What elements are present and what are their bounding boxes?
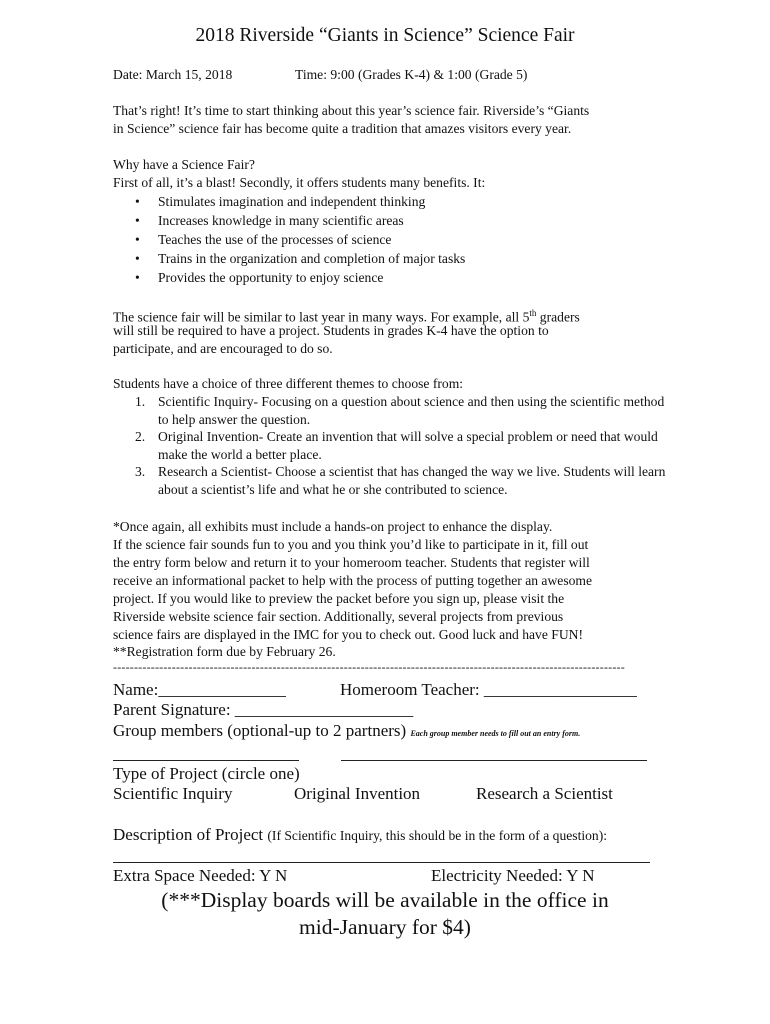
date-time-row [113,66,528,84]
cut-line: -------------------------------------------------------------------------------------------------------------------------- [113,660,625,674]
description-line[interactable] [113,862,650,863]
parent-signature-field[interactable]: Parent Signature: _____________________ [113,700,414,719]
list-item: • Trains in the organization and completion of major tasks [135,251,466,266]
similar-line-3: participate, and are encouraged to do so. [113,341,333,356]
name-field[interactable]: Name:_______________ [113,680,286,699]
option-research-scientist[interactable]: Research a Scientist [476,784,613,803]
electricity-needed[interactable]: Electricity Needed: Y N [431,866,595,885]
group-member-1-line[interactable] [113,760,299,761]
homeroom-teacher-field[interactable]: Homeroom Teacher: __________________ [340,680,637,699]
group-member-2-line[interactable] [341,760,647,761]
page-title: 2018 Riverside “Giants in Science” Science Fair [195,25,575,46]
list-item: • Stimulates imagination and independent thinking [135,194,426,209]
registration-deadline: **Registration form due by February 26. [113,644,336,659]
closing-line: the entry form below and return it to your homeroom teacher. Students that register will [113,555,590,570]
bullet-icon: • [135,232,140,247]
closing-line: *Once again, all exhibits must include a hands-on project to enhance the display. [113,519,553,534]
similar-line-2: will still be required to have a project. Students in grades K-4 have the option to [113,323,549,338]
bullet-icon: • [135,194,140,209]
display-boards-note-line-1: (***Display boards will be available in the office in [161,888,609,912]
list-item: 2. Original Invention- Create an invention that will solve a special problem or need that would make the world a better place. [135,429,658,462]
list-item: • Teaches the use of the processes of science [135,232,392,247]
event-date: Date: March 15, 2018 [113,67,233,82]
bullet-icon: • [135,213,140,228]
closing-line: receive an informational packet to help with the process of putting together an awesome [113,573,593,588]
intro-line-2: in Science” science fair has become quite a tradition that amazes visitors every year. [113,121,572,136]
group-members-note: Each group member needs to fill out an entry form. [410,729,581,738]
description-label: Description of Project [113,825,264,844]
intro-line-1: That’s right! It’s time to start thinking about this year’s science fair. Riverside’s “Giants [113,103,590,118]
extra-space-needed[interactable]: Extra Space Needed: Y N [113,866,288,885]
why-heading: Why have a Science Fair? [113,157,255,172]
closing-line: Riverside website science fair section. Additionally, several projects from previous [113,609,564,624]
closing-line: science fairs are displayed in the IMC for you to check out. Good luck and have FUN! [113,627,583,642]
option-scientific-inquiry[interactable]: Scientific Inquiry [113,784,233,803]
list-item: • Provides the opportunity to enjoy science [135,270,384,285]
why-lead: First of all, it’s a blast! Secondly, it offers students many benefits. It: [113,175,486,190]
themes-list [113,393,678,498]
closing-line: If the science fair sounds fun to you and you think you’d like to participate in it, fill out [113,537,589,552]
group-members-label: Group members (optional-up to 2 partners) [113,721,407,740]
list-item: • Increases knowledge in many scientific areas [135,213,404,228]
bullet-icon: • [135,270,140,285]
project-type-label: Type of Project (circle one) [113,764,300,783]
description-row [113,825,607,846]
group-members-row [113,721,580,744]
event-time: Time: 9:00 (Grades K-4) & 1:00 (Grade 5) [295,67,528,82]
list-item: 1. Scientific Inquiry- Focusing on a question about science and then using the scientific method to help answer the question. [135,394,665,427]
display-boards-note-line-2: mid-January for $4) [299,915,471,939]
benefits-list [113,192,465,287]
themes-lead: Students have a choice of three different themes to choose from: [113,376,464,391]
bullet-icon: • [135,251,140,266]
description-note: (If Scientific Inquiry, this should be in the form of a question): [267,828,608,843]
similar-line-1: The science fair will be similar to last year in many ways. For example, all 5th graders [113,308,580,325]
option-original-invention[interactable]: Original Invention [294,784,421,803]
list-item: 3. Research a Scientist- Choose a scientist that has changed the way we live. Students will learn about a scientist’s life and what he or she contributed to science. [135,464,666,497]
closing-line: project. If you would like to preview the packet before you sign up, please visit the [113,591,565,606]
